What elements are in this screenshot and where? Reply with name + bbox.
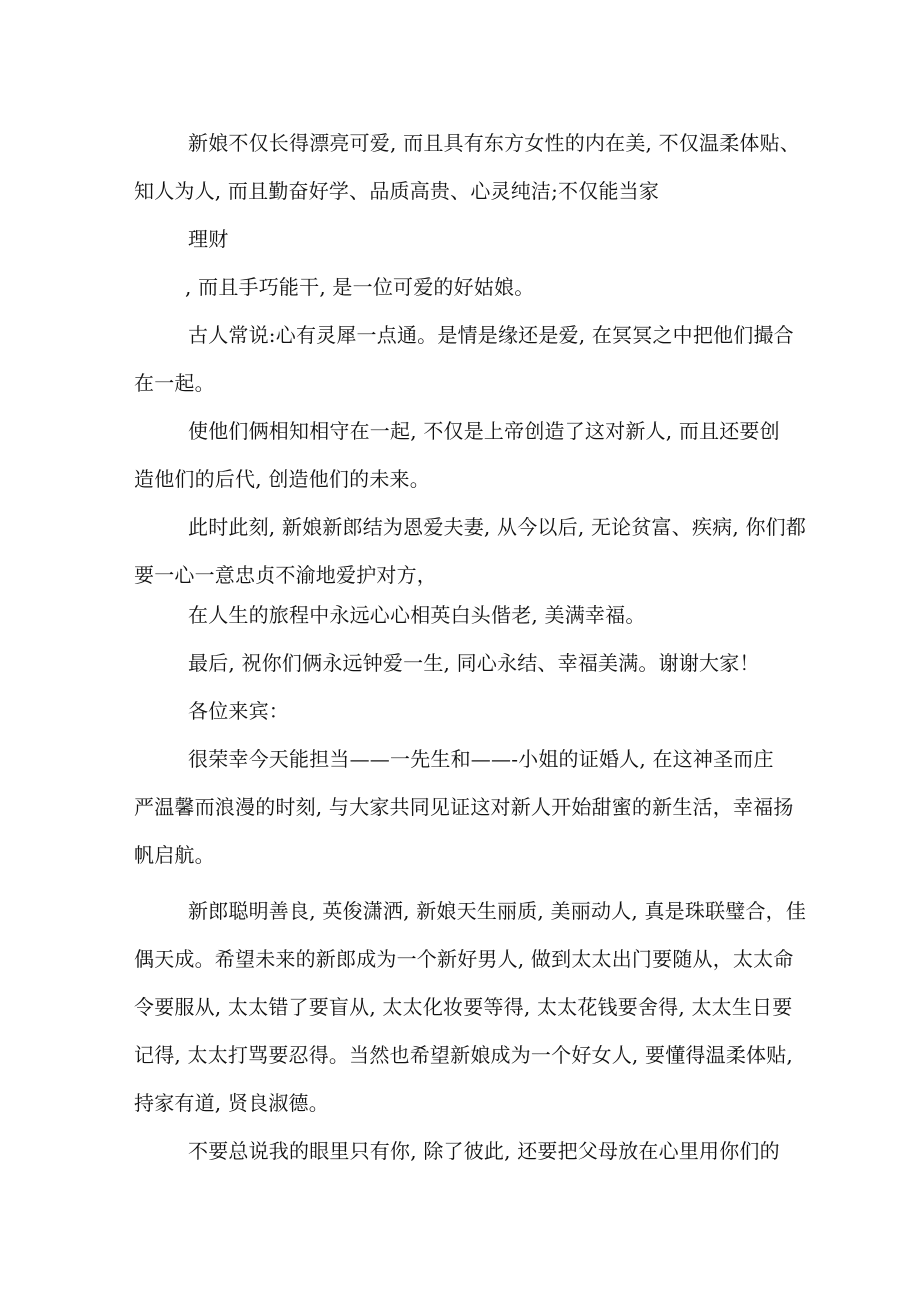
text-line: 严温馨而浪漫的时刻, 与大家共同见证这对新人开始甜蜜的新生活，幸福扬 [134,795,794,819]
text-line: 知人为人, 而且勤奋好学、品质高贵、心灵纯洁;不仅能当家 [134,179,660,203]
text-line: 要一心一意忠贞不渝地爱护对方， [134,563,437,587]
text-line: 此时此刻, 新娘新郎结为恩爱夫妻, 从今以后, 无论贫富、疾病, 你们都 [188,515,807,539]
text-line: 很荣幸今天能担当——一先生和——-小姐的证婚人, 在这神圣而庄 [188,747,774,771]
text-line: 造他们的后代, 创造他们的未来。 [134,467,430,491]
text-line: 使他们俩相知相守在一起, 不仅是上帝创造了这对新人, 而且还要创 [188,419,780,443]
text-line: 最后, 祝你们俩永远钟爱一生, 同心永结、幸福美满。谢谢大家！ [188,651,760,675]
text-line: 在一起。 [134,371,215,395]
text-line: 新娘不仅长得漂亮可爱, 而且具有东方女性的内在美, 不仅温柔体贴、 [188,131,801,155]
text-line: 理财 [188,227,229,251]
text-line: 记得, 太太打骂要忍得。当然也希望新娘成为一个好女人, 要懂得温柔体贴, [134,1043,793,1067]
text-line: 各位来宾： [188,699,289,723]
text-line: 新郎聪明善良, 英俊潇洒, 新娘天生丽质, 美丽动人, 真是珠联璧合，佳 [188,899,807,923]
text-line: 偶天成。希望未来的新郎成为一个新好男人, 做到太太出门要随从，太太命 [134,947,794,971]
text-line: 古人常说:心有灵犀一点通。是情是缘还是爱, 在冥冥之中把他们撮合 [188,323,794,347]
text-line: 不要总说我的眼里只有你, 除了彼此, 还要把父母放在心里用你们的 [188,1139,780,1163]
text-line: 持家有道, 贤良淑德。 [134,1091,329,1115]
text-line: 在人生的旅程中永远心心相英白头偕老, 美满幸福。 [188,603,646,627]
text-line: 令要服从, 太太错了要盲从, 太太化妆要等得, 太太花钱要舍得, 太太生日要 [134,995,793,1019]
text-line: 帆启航。 [134,843,215,867]
text-line: , 而且手巧能干, 是一位可爱的好姑娘。 [185,275,535,299]
